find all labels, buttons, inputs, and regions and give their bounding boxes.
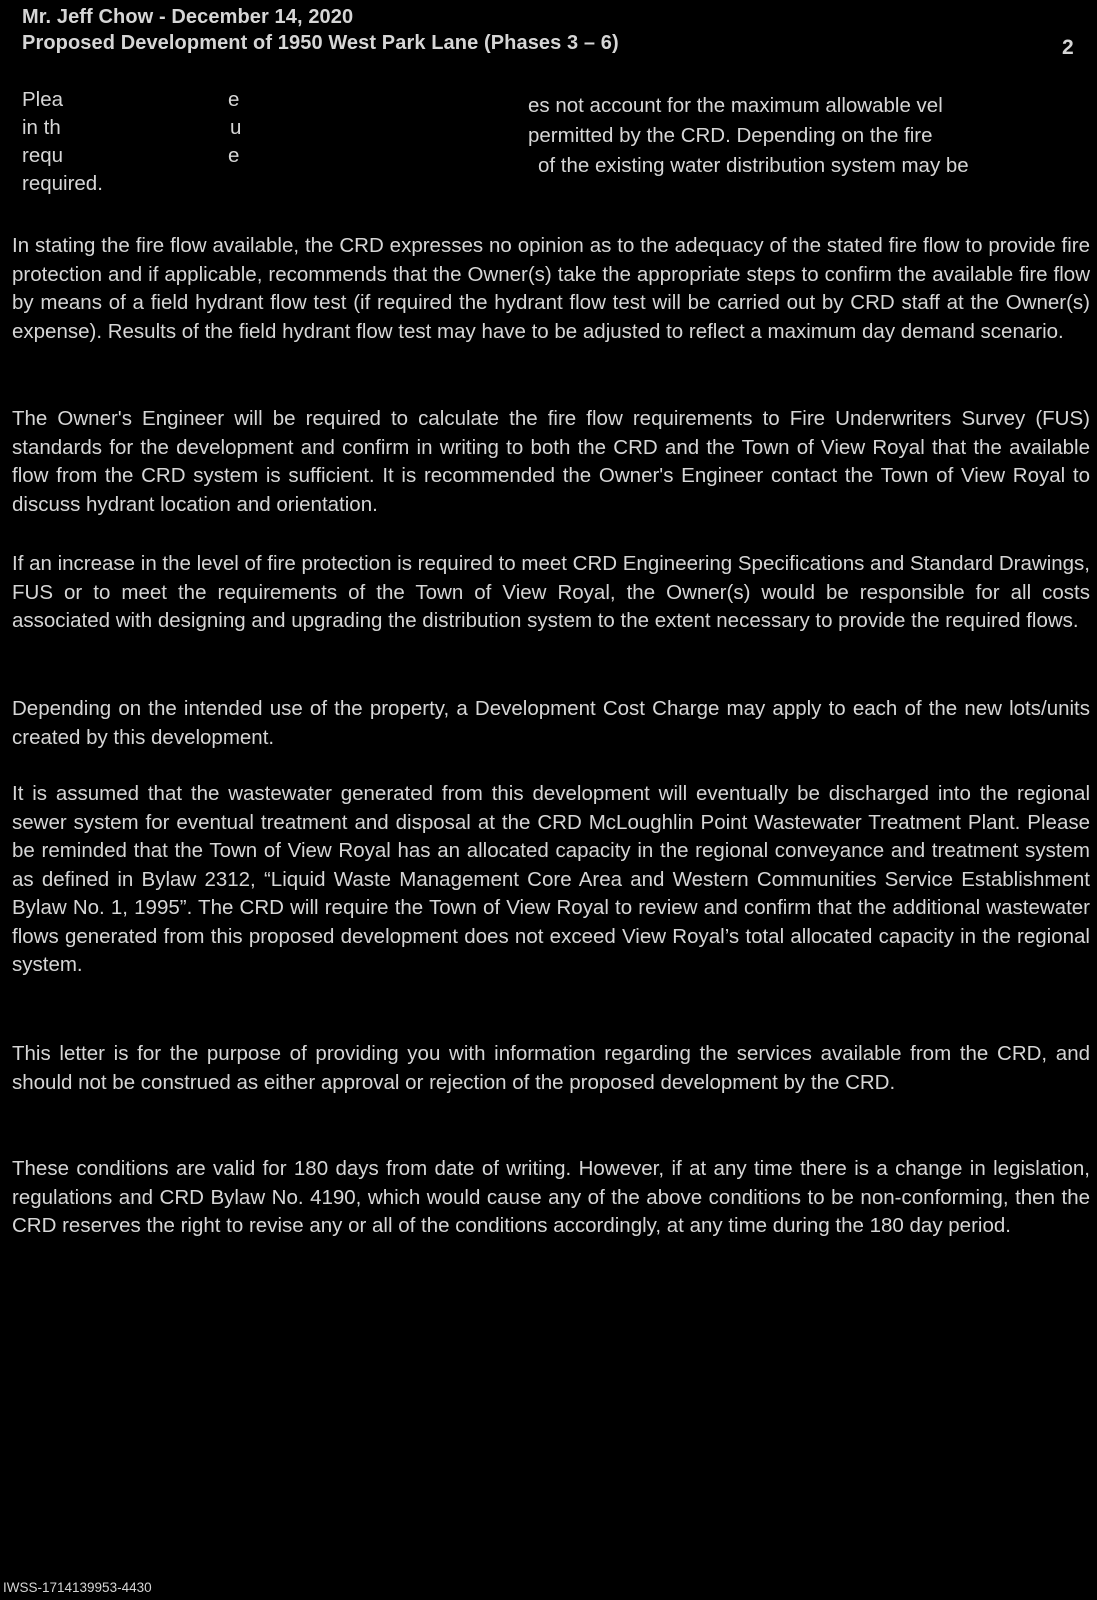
fragment-r2-mid: u <box>230 116 242 139</box>
paragraph-wastewater: It is assumed that the wastewater generated from this development will eventually be discharged into the regional sewer system for eventual treatment and disposal at the CRD McLoughlin Point Wastewater Treatment Plant. Please be reminded that the Town of View Royal has an allocated capacity in the regional conveyance and treatment system as defined in Bylaw 2312, “Liquid Waste Management Core Area and Western Communities Service Establishment Bylaw No. 1, 1995”. The CRD will require the Town of View Royal to review and confirm that the additional wastewater flows generated from this proposed development does not exceed View Royal’s total allocated capacity in the regional system. <box>12 782 1090 976</box>
fragment-r3-right: of the existing water distribution system may be <box>538 154 969 177</box>
paragraph-development-cost-charge: Depending on the intended use of the property, a Development Cost Charge may apply to each of the new lots/units created by this development. <box>12 697 1090 749</box>
fragment-r1-left: Plea <box>22 88 64 111</box>
header-recipient-date: Mr. Jeff Chow - December 14, 2020 <box>22 6 354 28</box>
paragraph-conditions-validity: These conditions are valid for 180 days from date of writing. However, if at any time there is a change in legislation, regulations and CRD Bylaw No. 4190, which would cause any of the above conditions to be non-conforming, then the CRD reserves the right to revise any or all of the conditions accordingly, at any time during the 180 day period. <box>12 1157 1090 1237</box>
paragraph-fire-protection-increase: If an increase in the level of fire protection is required to meet CRD Engineering Specifications and Standard Drawings, FUS or to meet the requirements of the Town of View Royal, the Owner(s) would be responsible for all costs associated with designing and upgrading the distribution system to the extent necessary to provide the required flows. <box>12 552 1090 632</box>
fragment-r3-left: requ <box>22 144 64 167</box>
fragment-r1-right: es not account for the maximum allowable vel <box>528 94 943 117</box>
paragraph-fire-flow-adequacy: In stating the fire flow available, the CRD expresses no opinion as to the adequacy of the stated fire flow to provide fire protection and if applicable, recommends that the Owner(s) take the appropriate steps to confirm the available fire flow by means of a field hydrant flow test (if required the hydrant flow test will be carried out by CRD staff at the Owner(s) expense). Results of the field hydrant flow test may have to be adjusted to reflect a maximum day demand scenario. <box>12 234 1090 343</box>
fragment-r2-right: permitted by the CRD. Depending on the fire <box>528 124 933 147</box>
page-number: 2 <box>1062 36 1074 59</box>
fragment-r1-mid: e <box>228 88 240 111</box>
paragraph-owners-engineer: The Owner's Engineer will be required to calculate the fire flow requirements to Fire Underwriters Survey (FUS) standards for the development and confirm in writing to both the CRD and the Town of View Royal that the available flow from the CRD system is sufficient. It is recommended the Owner's Engineer contact the Town of View Royal to discuss hydrant location and orientation. <box>12 407 1090 516</box>
header-subject: Proposed Development of 1950 West Park Lane (Phases 3 – 6) <box>22 32 619 54</box>
paragraph-letter-purpose: This letter is for the purpose of providing you with information regarding the services available from the CRD, and should not be construed as either approval or rejection of the proposed development by the CRD. <box>12 1042 1090 1094</box>
document-id-footer: IWSS-1714139953-4430 <box>3 1580 152 1595</box>
fragment-r4-left: required. <box>22 172 103 195</box>
fragment-r2-left: in th <box>22 116 61 139</box>
letter-header <box>22 4 1082 56</box>
fragment-r3-mid: e <box>228 144 240 167</box>
